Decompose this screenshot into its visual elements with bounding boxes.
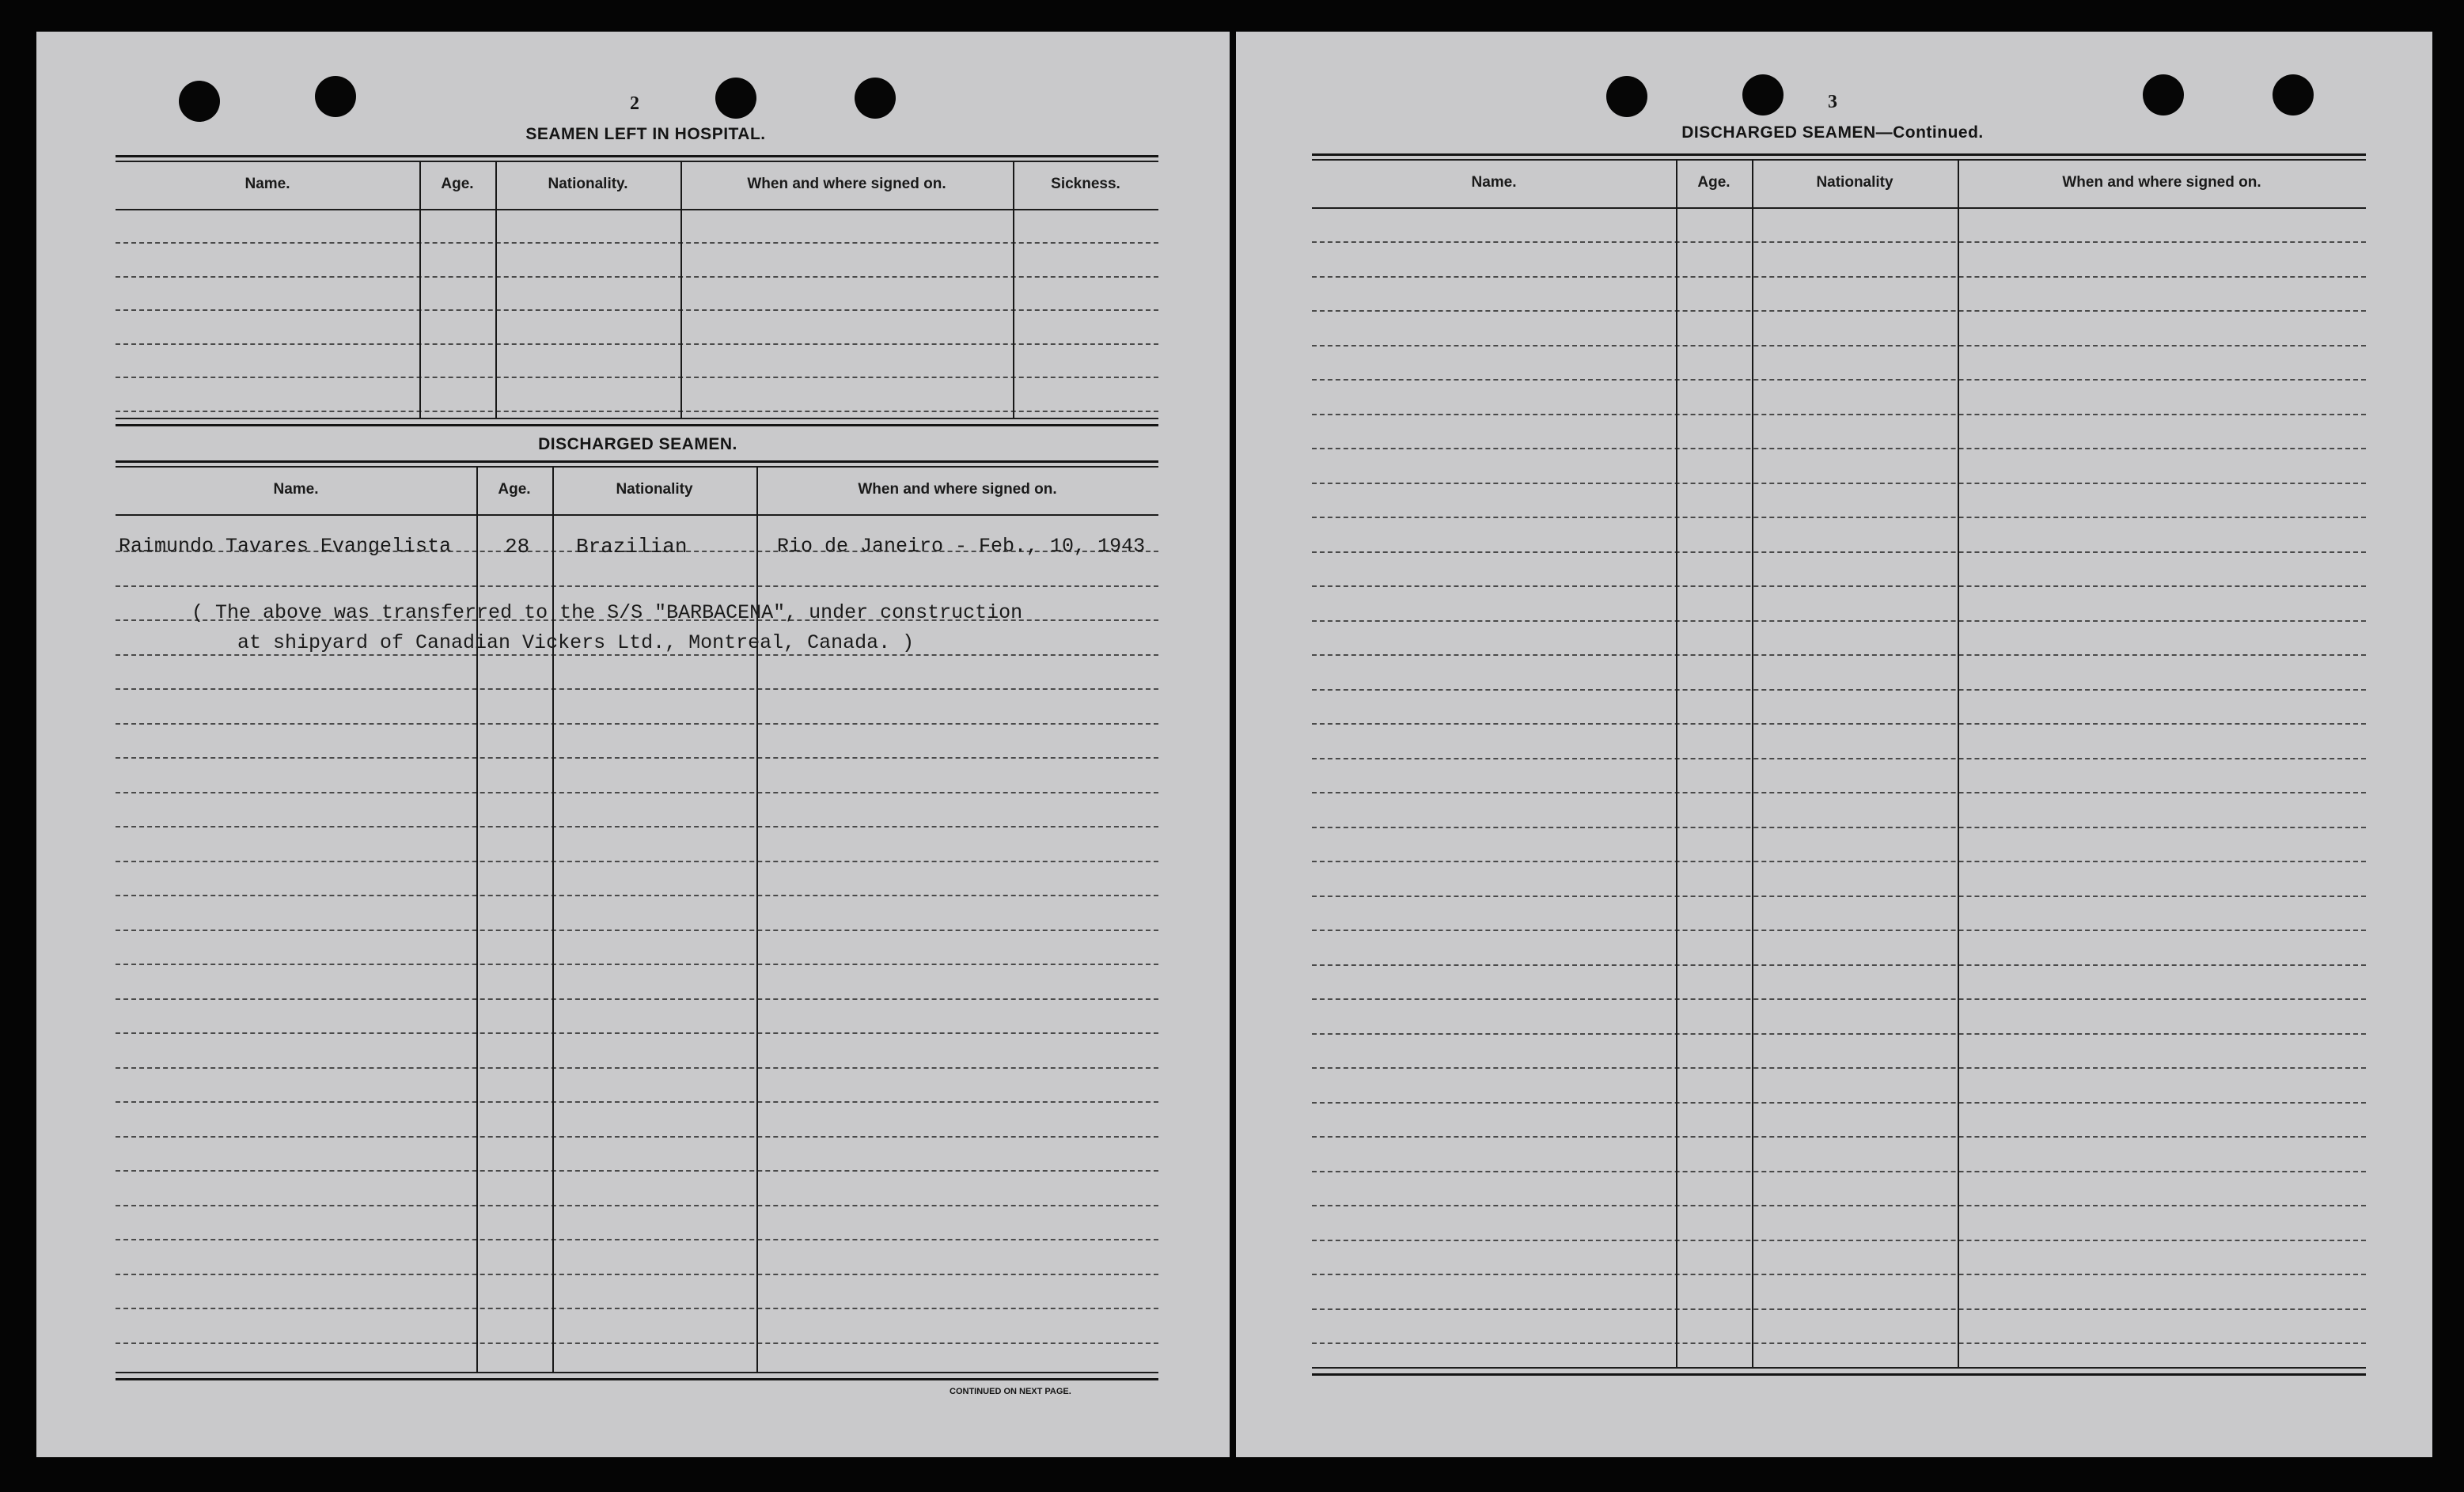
ruled-line bbox=[1312, 723, 2366, 725]
ruled-line bbox=[1312, 861, 2366, 862]
punch-hole bbox=[1742, 74, 1784, 115]
ruled-line bbox=[1312, 896, 2366, 897]
ruled-line bbox=[1312, 1067, 2366, 1069]
hospital-age-header: Age. bbox=[441, 176, 474, 192]
ruled-line bbox=[116, 654, 1158, 656]
ruled-line bbox=[1312, 620, 2366, 622]
punch-hole bbox=[1606, 76, 1647, 117]
ruled-line bbox=[1312, 1102, 2366, 1104]
ruled-line bbox=[1312, 379, 2366, 381]
ruled-line bbox=[116, 1274, 1158, 1275]
continued-nationality-header: Nationality bbox=[1816, 174, 1893, 191]
ruled-line bbox=[116, 1308, 1158, 1309]
ruled-line bbox=[1312, 1171, 2366, 1172]
hospital-nationality-header: Nationality. bbox=[548, 176, 628, 192]
ruled-line bbox=[1312, 792, 2366, 793]
seaman-name: Raimundo Tavares Evangelista bbox=[119, 535, 452, 558]
ruled-line bbox=[1312, 276, 2366, 278]
left-page bbox=[36, 32, 1230, 1457]
ruled-line bbox=[116, 1239, 1158, 1240]
ruled-line bbox=[1312, 241, 2366, 243]
ruled-line bbox=[1312, 1274, 2366, 1275]
ruled-line bbox=[116, 861, 1158, 862]
ruled-line bbox=[1312, 448, 2366, 449]
right-page bbox=[1236, 32, 2432, 1457]
page-number: 2 bbox=[630, 93, 639, 114]
punch-hole bbox=[315, 76, 356, 117]
discharged-nationality-header: Nationality bbox=[616, 481, 693, 498]
ruled-line bbox=[116, 1342, 1158, 1344]
ruled-line bbox=[116, 309, 1158, 311]
ruled-line bbox=[116, 723, 1158, 725]
discharged-signed-on-header: When and where signed on. bbox=[858, 481, 1057, 498]
transfer-note-line: at shipyard of Canadian Vickers Ltd., Montreal, Canada. ) bbox=[237, 631, 915, 654]
ruled-line bbox=[116, 1067, 1158, 1069]
ruled-line bbox=[116, 998, 1158, 1000]
ruled-line bbox=[116, 792, 1158, 793]
ruled-line bbox=[1312, 414, 2366, 415]
ruled-line bbox=[1312, 310, 2366, 312]
discharged-name-header: Name. bbox=[273, 481, 319, 498]
hospital-section-title: SEAMEN LEFT IN HOSPITAL. bbox=[525, 125, 766, 143]
ruled-line bbox=[116, 1205, 1158, 1206]
discharged-continued-title: DISCHARGED SEAMEN—Continued. bbox=[1681, 123, 1984, 142]
ruled-line bbox=[1312, 1240, 2366, 1241]
ruled-line bbox=[1312, 1205, 2366, 1206]
continued-name-header: Name. bbox=[1471, 174, 1517, 191]
ruled-line bbox=[1312, 551, 2366, 553]
punch-hole bbox=[715, 78, 756, 119]
ruled-line bbox=[1312, 1033, 2366, 1035]
ruled-line bbox=[116, 895, 1158, 896]
ruled-line bbox=[116, 1032, 1158, 1034]
ruled-line bbox=[116, 1101, 1158, 1103]
continued-footer: CONTINUED ON NEXT PAGE. bbox=[950, 1387, 1071, 1396]
punch-hole bbox=[179, 81, 220, 122]
discharged-age-header: Age. bbox=[498, 481, 531, 498]
hospital-signed-on-header: When and where signed on. bbox=[747, 176, 946, 192]
ruled-line bbox=[116, 930, 1158, 931]
ruled-line bbox=[1312, 1342, 2366, 1344]
continued-age-header: Age. bbox=[1697, 174, 1730, 191]
page-number: 3 bbox=[1828, 92, 1837, 112]
ruled-line bbox=[116, 343, 1158, 345]
ruled-line bbox=[116, 1136, 1158, 1138]
ruled-line bbox=[116, 585, 1158, 587]
discharged-section-title: DISCHARGED SEAMEN. bbox=[538, 435, 737, 453]
ruled-line bbox=[1312, 964, 2366, 966]
ruled-line bbox=[1312, 585, 2366, 587]
seaman-nationality: Brazilian bbox=[576, 535, 688, 559]
seaman-age: 28 bbox=[505, 535, 530, 559]
ruled-line bbox=[1312, 1136, 2366, 1138]
ruled-line bbox=[1312, 1308, 2366, 1310]
punch-hole bbox=[2143, 74, 2184, 115]
ruled-line bbox=[116, 688, 1158, 690]
ruled-line bbox=[1312, 998, 2366, 1000]
ruled-line bbox=[1312, 483, 2366, 484]
hospital-name-header: Name. bbox=[245, 176, 290, 192]
continued-signed-on-header: When and where signed on. bbox=[2062, 174, 2261, 191]
ruled-line bbox=[1312, 654, 2366, 656]
ruled-line bbox=[1312, 827, 2366, 828]
ruled-line bbox=[116, 276, 1158, 278]
ruled-line bbox=[116, 964, 1158, 965]
ruled-line bbox=[1312, 689, 2366, 691]
ruled-line bbox=[1312, 758, 2366, 759]
punch-hole bbox=[855, 78, 896, 119]
punch-hole bbox=[2273, 74, 2314, 115]
ruled-line bbox=[1312, 345, 2366, 346]
ruled-line bbox=[116, 826, 1158, 827]
ruled-line bbox=[116, 377, 1158, 378]
ruled-line bbox=[1312, 517, 2366, 518]
ruled-line bbox=[1312, 930, 2366, 931]
transfer-note-line: ( The above was transferred to the S/S "BARBACENA", under construction bbox=[191, 601, 1023, 624]
ruled-line bbox=[116, 242, 1158, 244]
hospital-sickness-header: Sickness. bbox=[1051, 176, 1120, 192]
ruled-line bbox=[116, 757, 1158, 759]
ruled-line bbox=[116, 411, 1158, 412]
seaman-signed-on: Rio de Janeiro - Feb., 10, 1943 bbox=[777, 535, 1146, 558]
ruled-line bbox=[116, 1170, 1158, 1172]
